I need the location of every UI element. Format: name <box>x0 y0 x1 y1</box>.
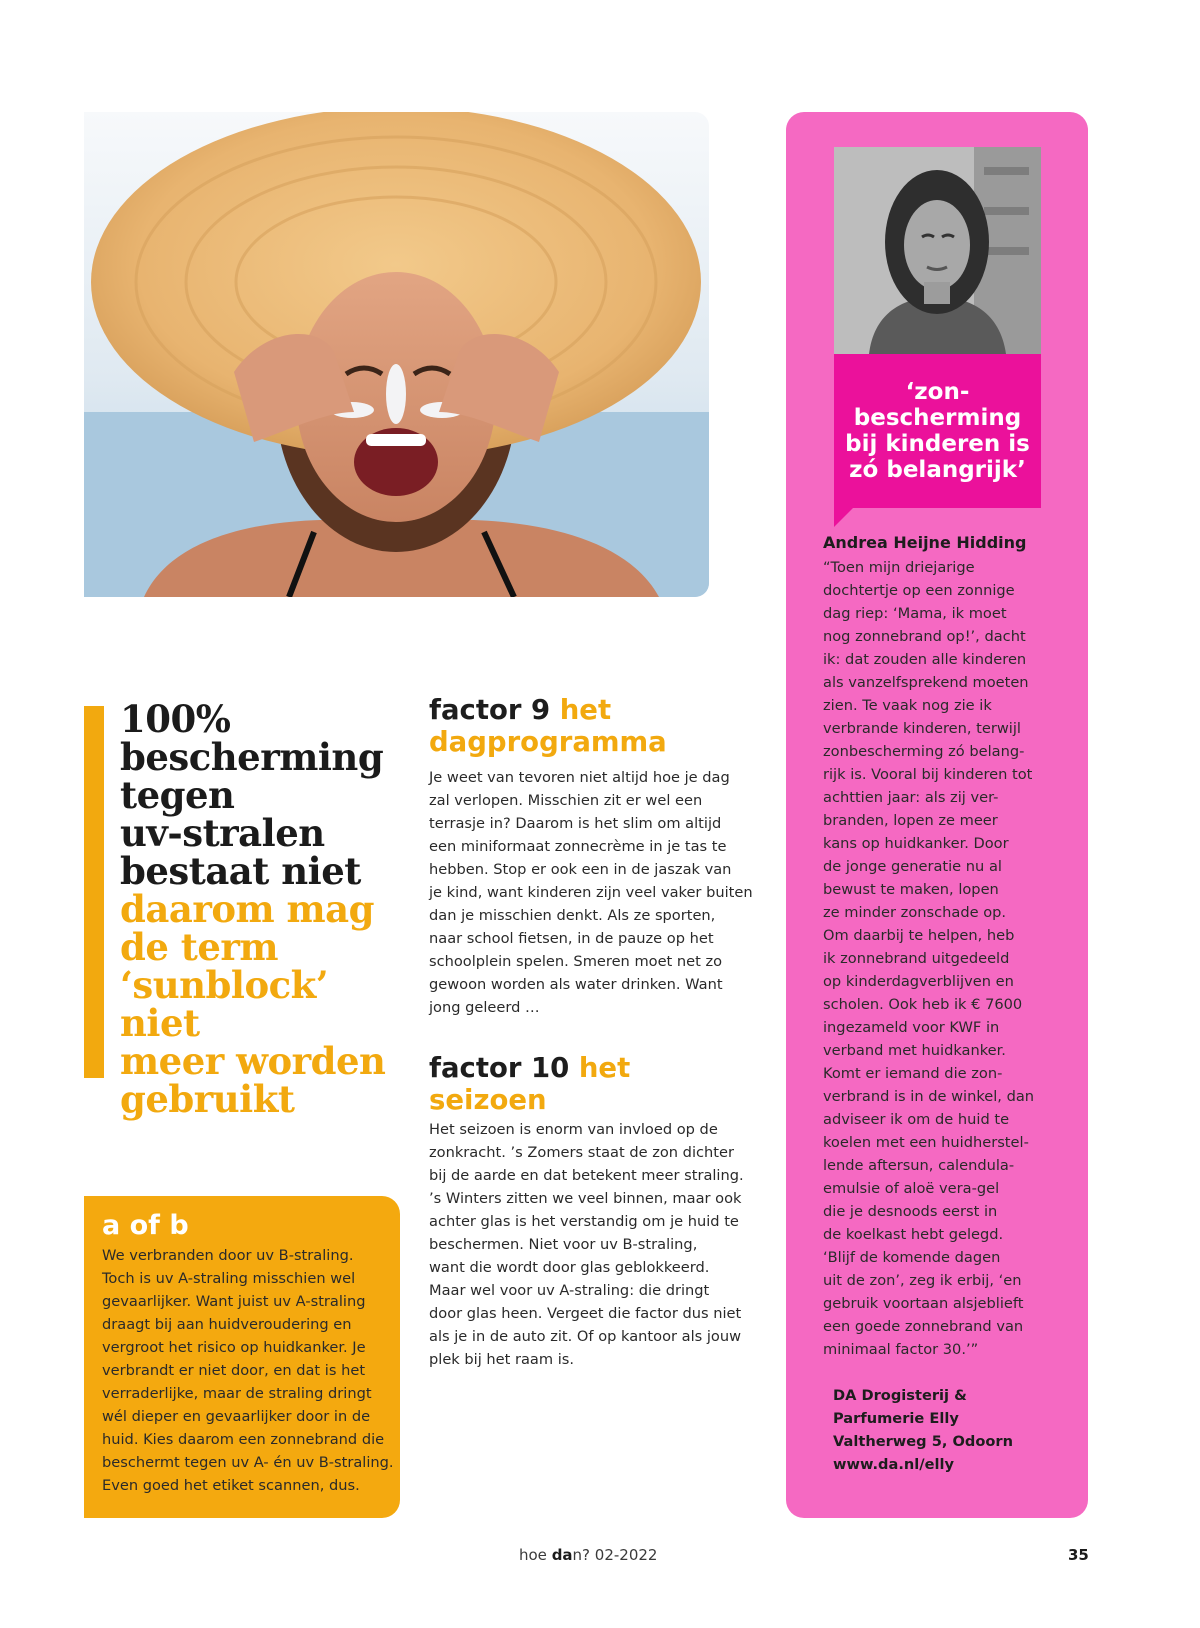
body-line: dag riep: ‘Mama, ik moet <box>823 605 1007 622</box>
body-line: bij de aarde en dat betekent meer straling. <box>429 1167 744 1184</box>
body-line: schoolplein spelen. Smeren moet net zo <box>429 953 723 970</box>
body-line: draagt bij aan huidveroudering en <box>102 1316 352 1333</box>
body-line: Het seizoen is enorm van invloed op de <box>429 1121 718 1138</box>
footer-mag-post: n? 02-2022 <box>572 1546 658 1564</box>
body-line: bewust te maken, lopen <box>823 881 999 898</box>
pull-quote-line: tegen <box>120 773 235 817</box>
body-line: verbrandt er niet door, en dat is het <box>102 1362 366 1379</box>
body-line: We verbranden door uv B-straling. <box>102 1247 354 1264</box>
body-line: Je weet van tevoren niet altijd hoe je dag <box>429 769 730 786</box>
body-line: huid. Kies daarom een zonnebrand die <box>102 1431 385 1448</box>
body-line: ik zonnebrand uitgedeeld <box>823 950 1010 967</box>
body-line: beschermt tegen uv A- én uv B-straling. <box>102 1454 394 1471</box>
pull-quote-line-highlight: meer worden <box>120 1039 386 1083</box>
factor-10-section <box>429 1052 749 1371</box>
sidebar-quote <box>834 354 1041 508</box>
expert-name: Andrea Heijne Hidding <box>823 533 1027 552</box>
body-line: je kind, want kinderen zijn veel vaker buiten <box>429 884 753 901</box>
body-line: wél dieper en gevaarlijker door in de <box>102 1408 371 1425</box>
footer-mag-pre: hoe <box>519 1546 552 1564</box>
factor-9-number: factor 9 <box>429 694 551 726</box>
quote-line: bij kinderen is <box>845 431 1030 457</box>
body-line: nog zonnebrand op!’, dacht <box>823 628 1026 645</box>
a-of-b-body <box>102 1244 394 1497</box>
body-line: gebruik voortaan alsjeblieft <box>823 1295 1024 1312</box>
pull-quote-line-highlight: daarom mag <box>120 887 375 931</box>
body-line: verbrand is in de winkel, dan <box>823 1088 1035 1105</box>
pull-quote-line-highlight: gebruikt <box>120 1077 295 1121</box>
pull-quote-line-highlight: de term <box>120 925 279 969</box>
page-number: 35 <box>1068 1546 1089 1564</box>
body-line: die je desnoods eerst in <box>823 1203 998 1220</box>
quote-line: zó belangrijk’ <box>849 457 1026 483</box>
body-line: zonkracht. ’s Zomers staat de zon dichter <box>429 1144 734 1161</box>
pull-quote <box>120 697 405 1121</box>
quote-line: bescherming <box>853 405 1022 431</box>
body-line: ingezameld voor KWF in <box>823 1019 1000 1036</box>
body-line: minimaal factor 30.’” <box>823 1341 979 1358</box>
body-line: adviseer ik om de huid te <box>823 1111 1010 1128</box>
store-line: DA Drogisterij & <box>833 1387 967 1404</box>
body-line: naar school fietsen, in de pauze op het <box>429 930 714 947</box>
body-line: plek bij het raam is. <box>429 1351 575 1368</box>
body-line: koelen met een huidherstel- <box>823 1134 1029 1151</box>
pull-quote-line: uv-stralen <box>120 811 325 855</box>
body-line: want die wordt door glas geblokkeerd. <box>429 1259 710 1276</box>
a-of-b-title: a of b <box>102 1210 189 1241</box>
factor-9-topic: het <box>559 694 612 726</box>
store-address <box>833 1384 1013 1476</box>
body-line: vergroot het risico op huidkanker. Je <box>102 1339 366 1356</box>
portrait-illustration <box>834 147 1041 354</box>
body-line: gewoon worden als water drinken. Want <box>429 976 723 993</box>
factor-9-body <box>429 766 753 1019</box>
body-line: branden, lopen ze meer <box>823 812 998 829</box>
store-url[interactable]: www.da.nl/elly <box>833 1456 955 1473</box>
quote-line: ‘zon- <box>905 379 970 405</box>
footer-magazine-issue <box>519 1546 657 1564</box>
pull-quote-line: bescherming <box>120 735 384 779</box>
hero-illustration <box>84 112 709 597</box>
body-line: kans op huidkanker. Door <box>823 835 1009 852</box>
body-line: lende aftersun, calendula- <box>823 1157 1015 1174</box>
body-line: zien. Te vaak nog zie ik <box>823 697 992 714</box>
body-line: als je in de auto zit. Of op kantoor als jouw <box>429 1328 742 1345</box>
body-line: verband met huidkanker. <box>823 1042 1006 1059</box>
body-line: op kinderdagverblijven en <box>823 973 1014 990</box>
body-line: zal verlopen. Misschien zit er wel een <box>429 792 703 809</box>
body-line: Om daarbij te helpen, heb <box>823 927 1015 944</box>
body-line: dochtertje op een zonnige <box>823 582 1015 599</box>
body-line: Komt er iemand die zon- <box>823 1065 1003 1082</box>
body-line: Toch is uv A-straling misschien wel <box>102 1270 356 1287</box>
body-line: ik: dat zouden alle kinderen <box>823 651 1027 668</box>
pull-quote-line: bestaat niet <box>120 849 361 893</box>
body-line: verraderlijke, maar de straling dringt <box>102 1385 372 1402</box>
body-line: achttien jaar: als zij ver- <box>823 789 999 806</box>
body-line: “Toen mijn driejarige <box>823 559 975 576</box>
a-of-b-box <box>84 1196 400 1518</box>
pull-quote-line: 100% <box>120 697 231 741</box>
body-line: door glas heen. Vergeet die factor dus niet <box>429 1305 742 1322</box>
store-line: Valtherweg 5, Odoorn <box>833 1433 1013 1450</box>
body-line: hebben. Stop er ook een in de jaszak van <box>429 861 732 878</box>
body-line: terrasje in? Daarom is het slim om altijd <box>429 815 722 832</box>
pull-quote-line-highlight: ‘sunblock’ niet <box>120 963 329 1045</box>
store-line: Parfumerie Elly <box>833 1410 959 1427</box>
factor-9-topic: dagprogramma <box>429 726 667 758</box>
body-line: als vanzelfsprekend moeten <box>823 674 1029 691</box>
body-line: rijk is. Vooral bij kinderen tot <box>823 766 1033 783</box>
factor-9-section <box>429 694 753 1019</box>
expert-quote-body <box>823 556 1073 1361</box>
body-line: uit de zon’, zeg ik erbij, ‘en <box>823 1272 1022 1289</box>
body-line: jong geleerd … <box>429 999 540 1016</box>
footer-mag-bold: da <box>551 1546 573 1564</box>
body-line: verbrande kinderen, terwijl <box>823 720 1021 737</box>
hero-photo-woman-sunhat <box>84 112 709 597</box>
body-line: scholen. Ook heb ik € 7600 <box>823 996 1023 1013</box>
body-line: ’s Winters zitten we veel binnen, maar ook <box>429 1190 742 1207</box>
body-line: de jonge generatie nu al <box>823 858 1002 875</box>
factor-10-number: factor 10 <box>429 1052 570 1084</box>
body-line: Maar wel voor uv A-straling: die dringt <box>429 1282 710 1299</box>
body-line: een miniformaat zonnecrème in je tas te <box>429 838 727 855</box>
quote-bubble-tail <box>834 505 856 527</box>
body-line: een goede zonnebrand van <box>823 1318 1024 1335</box>
factor-10-body <box>429 1118 749 1371</box>
pull-quote-bar <box>84 706 104 1078</box>
body-line: de koelkast hebt gelegd. <box>823 1226 1004 1243</box>
body-line: ze minder zonschade op. <box>823 904 1007 921</box>
body-line: gevaarlijker. Want juist uv A-straling <box>102 1293 366 1310</box>
body-line: ‘Blijf de komende dagen <box>823 1249 1001 1266</box>
factor-9-heading <box>429 694 749 758</box>
body-line: emulsie of aloë vera-gel <box>823 1180 1000 1197</box>
body-line: zonbescherming zó belang- <box>823 743 1025 760</box>
body-line: beschermen. Niet voor uv B-straling, <box>429 1236 698 1253</box>
factor-10-topic: het seizoen <box>429 1052 631 1116</box>
factor-10-heading <box>429 1052 749 1116</box>
body-line: Even goed het etiket scannen, dus. <box>102 1477 360 1494</box>
body-line: achter glas is het verstandig om je huid te <box>429 1213 739 1230</box>
body-line: dan je misschien denkt. Als ze sporten, <box>429 907 716 924</box>
portrait-photo <box>834 147 1041 354</box>
